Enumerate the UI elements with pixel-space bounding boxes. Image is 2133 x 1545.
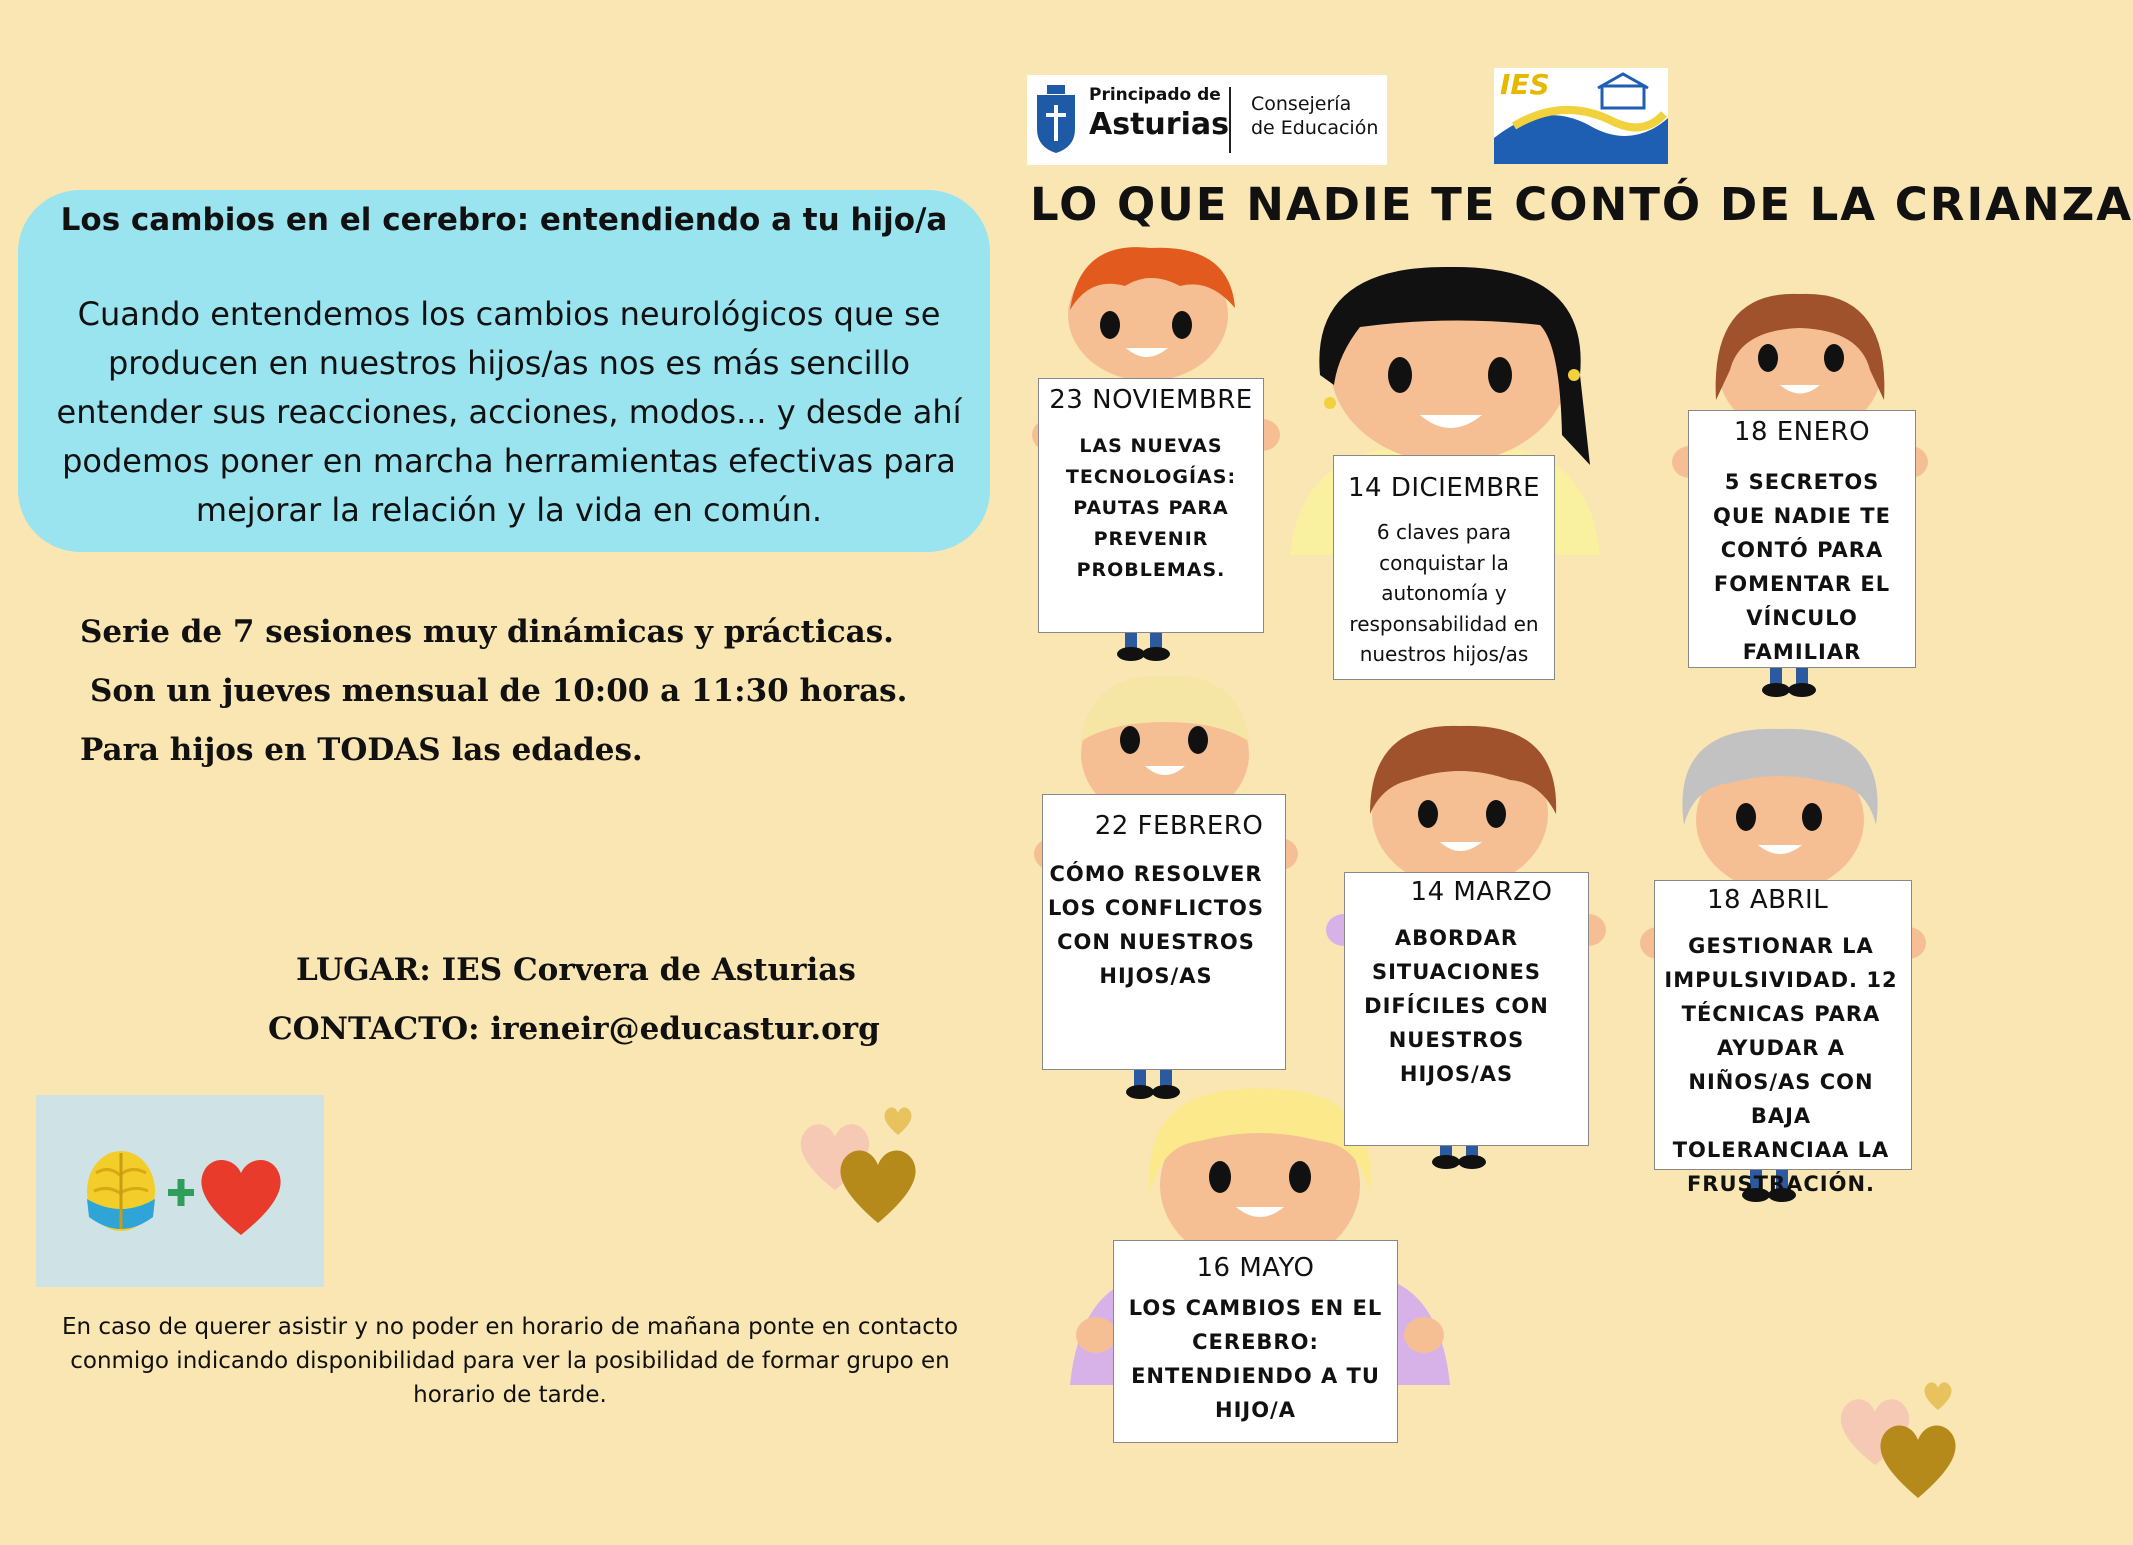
plus-icon: [168, 1179, 194, 1206]
heart-icon: [201, 1160, 280, 1235]
hearts-decoration-right: [1830, 1370, 1970, 1500]
session-card-7: 16 MAYO LOS CAMBIOS EN EL CEREBRO: ENTENDIENDO A TU HIJO/A: [1113, 1240, 1398, 1443]
footnote: En caso de querer asistir y no poder en horario de mañana ponte en contacto conmigo indicando disponibilidad para ver la posibilidad de formar grupo en horario de tarde.: [61, 1314, 959, 1408]
session-card-2: 14 DICIEMBRE 6 claves para conquistar la autonomía y responsabilidad en nuestros hijos/as: [1333, 455, 1555, 680]
place-lugar: LUGAR: IES Corvera de Asturias: [296, 952, 856, 988]
session-card-3: 18 ENERO 5 SECRETOS QUE NADIE TE CONTÓ PARA FOMENTAR EL VÍNCULO FAMILIAR: [1688, 410, 1916, 668]
info-title: Los cambios en el cerebro: entendiendo a tu hijo/a: [60, 202, 948, 238]
series-line-3: Para hijos en TODAS las edades.: [80, 732, 643, 768]
session-card-5: 14 MARZO ABORDAR SITUACIONES DIFÍCILES CON NUESTROS HIJOS/AS: [1344, 872, 1589, 1146]
session-card-1: 23 NOVIEMBRE LAS NUEVAS TECNOLOGÍAS: PAUTAS PARA PREVENIR PROBLEMAS.: [1038, 378, 1264, 633]
brain-icon: [87, 1151, 155, 1231]
logo-principado-asturias: Principado de Asturias Consejería de Educación: [1027, 75, 1387, 165]
place-contacto[interactable]: CONTACTO: ireneir@educastur.org: [268, 1011, 880, 1047]
series-line-2: Son un jueves mensual de 10:00 a 11:30 horas.: [90, 673, 908, 709]
info-text: Cuando entendemos los cambios neurológicos que se producen en nuestros hijos/as nos es más sencillo entender sus reacciones, acciones, modos... y desde ahí podemos poner en marcha herramientas efectivas para mejorar la relación y la vida en común.: [56, 295, 962, 529]
brain-heart-image: [36, 1095, 324, 1287]
series-line-1: Serie de 7 sesiones muy dinámicas y prácticas.: [80, 614, 894, 650]
shield-icon: [1033, 83, 1079, 155]
session-card-6: 18 ABRIL GESTIONAR LA IMPULSIVIDAD. 12 TÉCNICAS PARA AYUDAR A NIÑOS/AS CON BAJA TOLERANCIAA LA FRUSTRACIÓN.: [1654, 880, 1912, 1170]
hearts-decoration-left: [790, 1095, 930, 1225]
session-card-4: 22 FEBRERO CÓMO RESOLVER LOS CONFLICTOS CON NUESTROS HIJOS/AS: [1042, 794, 1286, 1070]
main-title: LO QUE NADIE TE CONTÓ DE LA CRIANZA: [1030, 178, 2133, 231]
logo-ies-corvera: IES: [1494, 68, 1668, 164]
